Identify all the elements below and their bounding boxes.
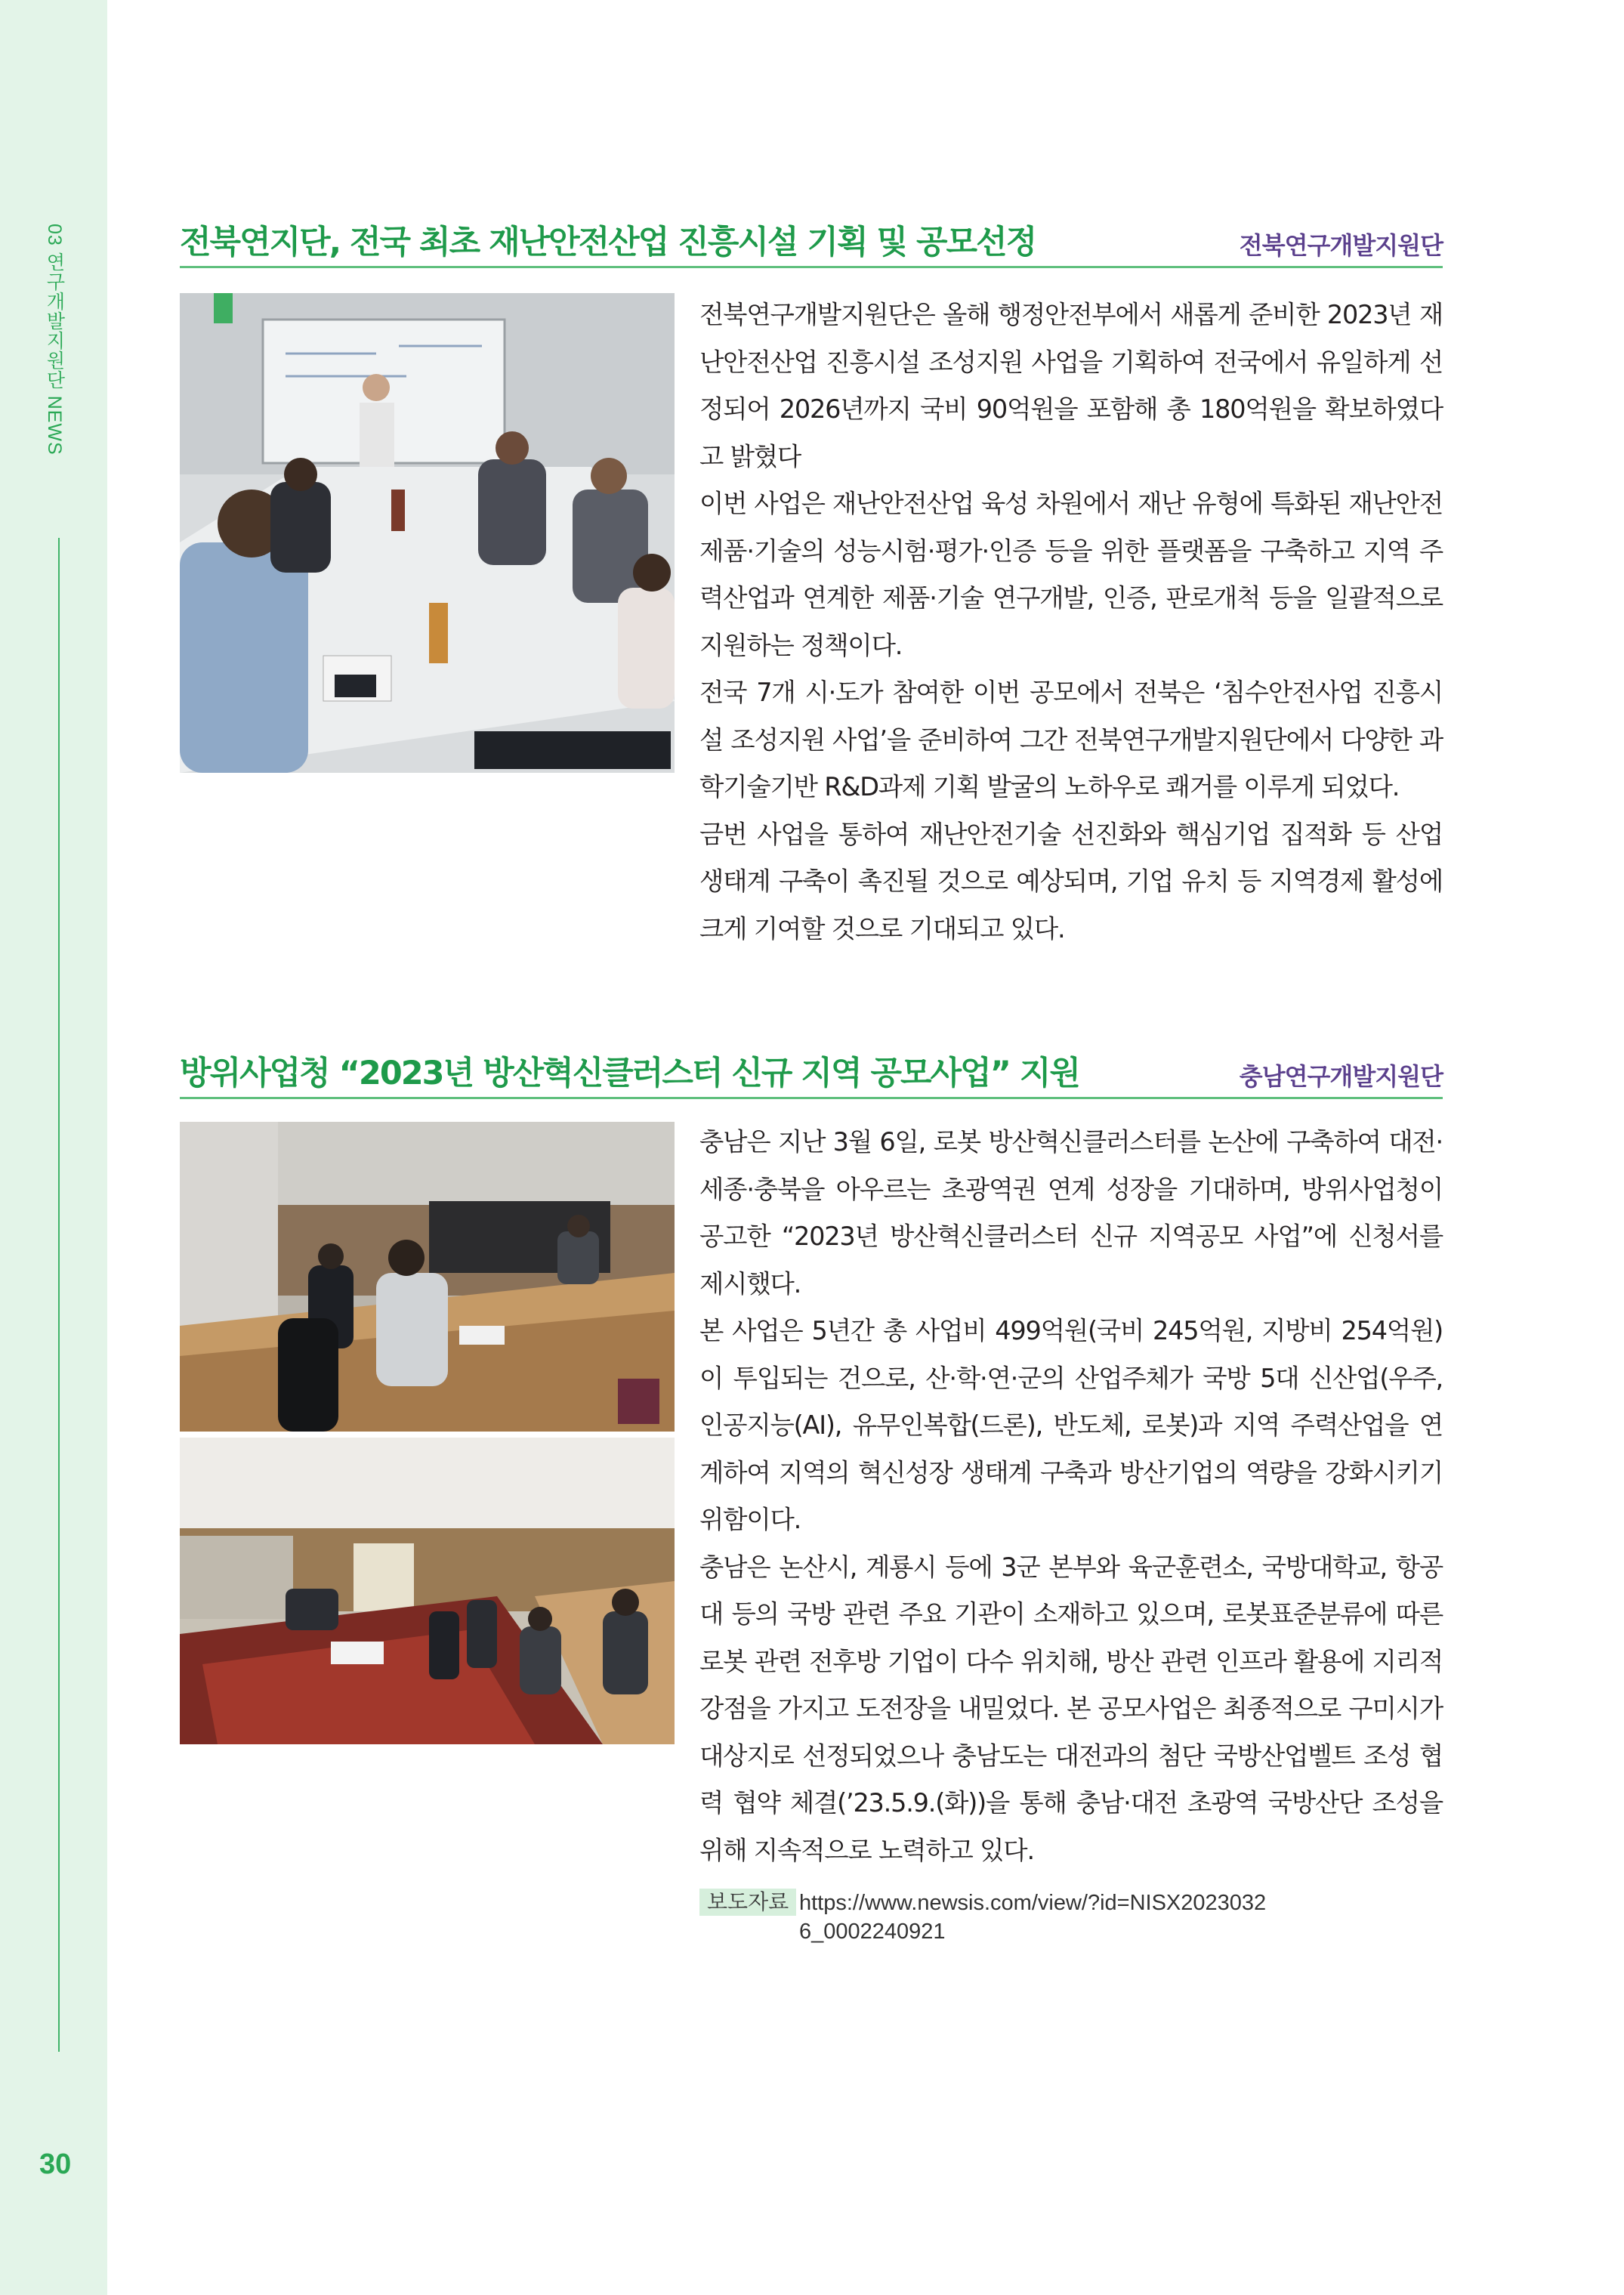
- article-1-header: [180, 212, 1443, 268]
- article-2-meeting-photo-2: [180, 1438, 675, 1744]
- article-2-header: [180, 1042, 1443, 1099]
- article-1-body: [699, 292, 1443, 953]
- article-1-title: 전북연지단, 전국 최초 재난안전산업 진흥시설 기획 및 공모선정: [180, 224, 1036, 261]
- page-number: 30: [39, 2148, 72, 2180]
- press-release-tag: 보도자료: [699, 1889, 796, 1916]
- article-2-paragraph: 충남은 논산시, 계룡시 등에 3군 본부와 육군훈련소, 국방대학교, 항공대 등의 국방 관련 주요 기관이 소재하고 있으며, 로봇표준분류에 따른 로봇 관련 전후방 기업이 다수 위치해, 방산 관련 인프라 활용에 지리적 강점을 가지고 도전장을 내밀었다. 본 공모사업은 최종적으로 구미시가 대상지로 선정되었으나 충남도는 대전과의 첨단 국방산업벨트 조성 협력 협약 체결(’23.5.9.(화))을 통해 충남·대전 초광역 국방산단 조성을 위해 지속적으로 노력하고 있다.: [699, 1552, 1443, 1865]
- article-1-paragraph: 전국 7개 시·도가 참여한 이번 공모에서 전북은 ‘침수안전사업 진흥시설 조성지원 사업’을 준비하여 그간 전북연구개발지원단에서 다양한 과학기술기반 R&D과제 기획 발굴의 노하우로 쾌거를 이루게 되었다.: [699, 678, 1443, 802]
- article-1-source: 전북연구개발지원단: [1239, 231, 1443, 260]
- article-2-meeting-photo-1: [180, 1122, 675, 1432]
- article-2-body: [699, 1119, 1443, 1874]
- section-label: 03 연구개발지원단 NEWS: [44, 224, 65, 456]
- press-release-link[interactable]: https://www.newsis.com/view/?id=NISX20230326_0002240921: [799, 1891, 1267, 1944]
- article-2-title: 방위사업청 “2023년 방산혁신클러스터 신규 지역 공모사업” 지원: [180, 1055, 1079, 1092]
- article-2-paragraph: 충남은 지난 3월 6일, 로봇 방산혁신클러스터를 논산에 구축하여 대전·세종·충북을 아우르는 초광역권 연계 성장을 기대하며, 방위사업청이 공고한 “2023년 방산혁신클러스터 신규 지역공모 사업”에 신청서를 제시했다.: [699, 1127, 1443, 1299]
- article-1-paragraph: 금번 사업을 통하여 재난안전기술 선진화와 핵심기업 집적화 등 산업 생태계 구축이 촉진될 것으로 예상되며, 기업 유치 등 지역경제 활성에 크게 기여할 것으로 기대되고 있다.: [699, 819, 1443, 944]
- article-2-source: 충남연구개발지원단: [1239, 1062, 1443, 1091]
- article-1-paragraph: 이번 사업은 재난안전산업 육성 차원에서 재난 유형에 특화된 재난안전 제품·기술의 성능시험·평가·인증 등을 위한 플랫폼을 구축하고 지역 주력산업과 연계한 제품·기술 연구개발, 인증, 판로개척 등을 일괄적으로 지원하는 정책이다.: [699, 489, 1443, 660]
- article-1-meeting-photo: [180, 293, 675, 773]
- sidebar-divider: [58, 538, 60, 2052]
- article-2-paragraph: 본 사업은 5년간 총 사업비 499억원(국비 245억원, 지방비 254억원)이 투입되는 건으로, 산·학·연·군의 산업주체가 국방 5대 신산업(우주, 인공지능(AI), 유무인복합(드론), 반도체, 로봇)과 지역 주력산업을 연계하여 지역의 혁신성장 생태계 구축과 방산기업의 역량을 강화시키기 위함이다.: [699, 1316, 1443, 1534]
- article-1-paragraph: 전북연구개발지원단은 올해 행정안전부에서 새롭게 준비한 2023년 재난안전산업 진흥시설 조성지원 사업을 기획하여 전국에서 유일하게 선정되어 2026년까지 국비 90억원을 포함해 총 180억원을 확보하였다고 밝혔다: [699, 300, 1443, 471]
